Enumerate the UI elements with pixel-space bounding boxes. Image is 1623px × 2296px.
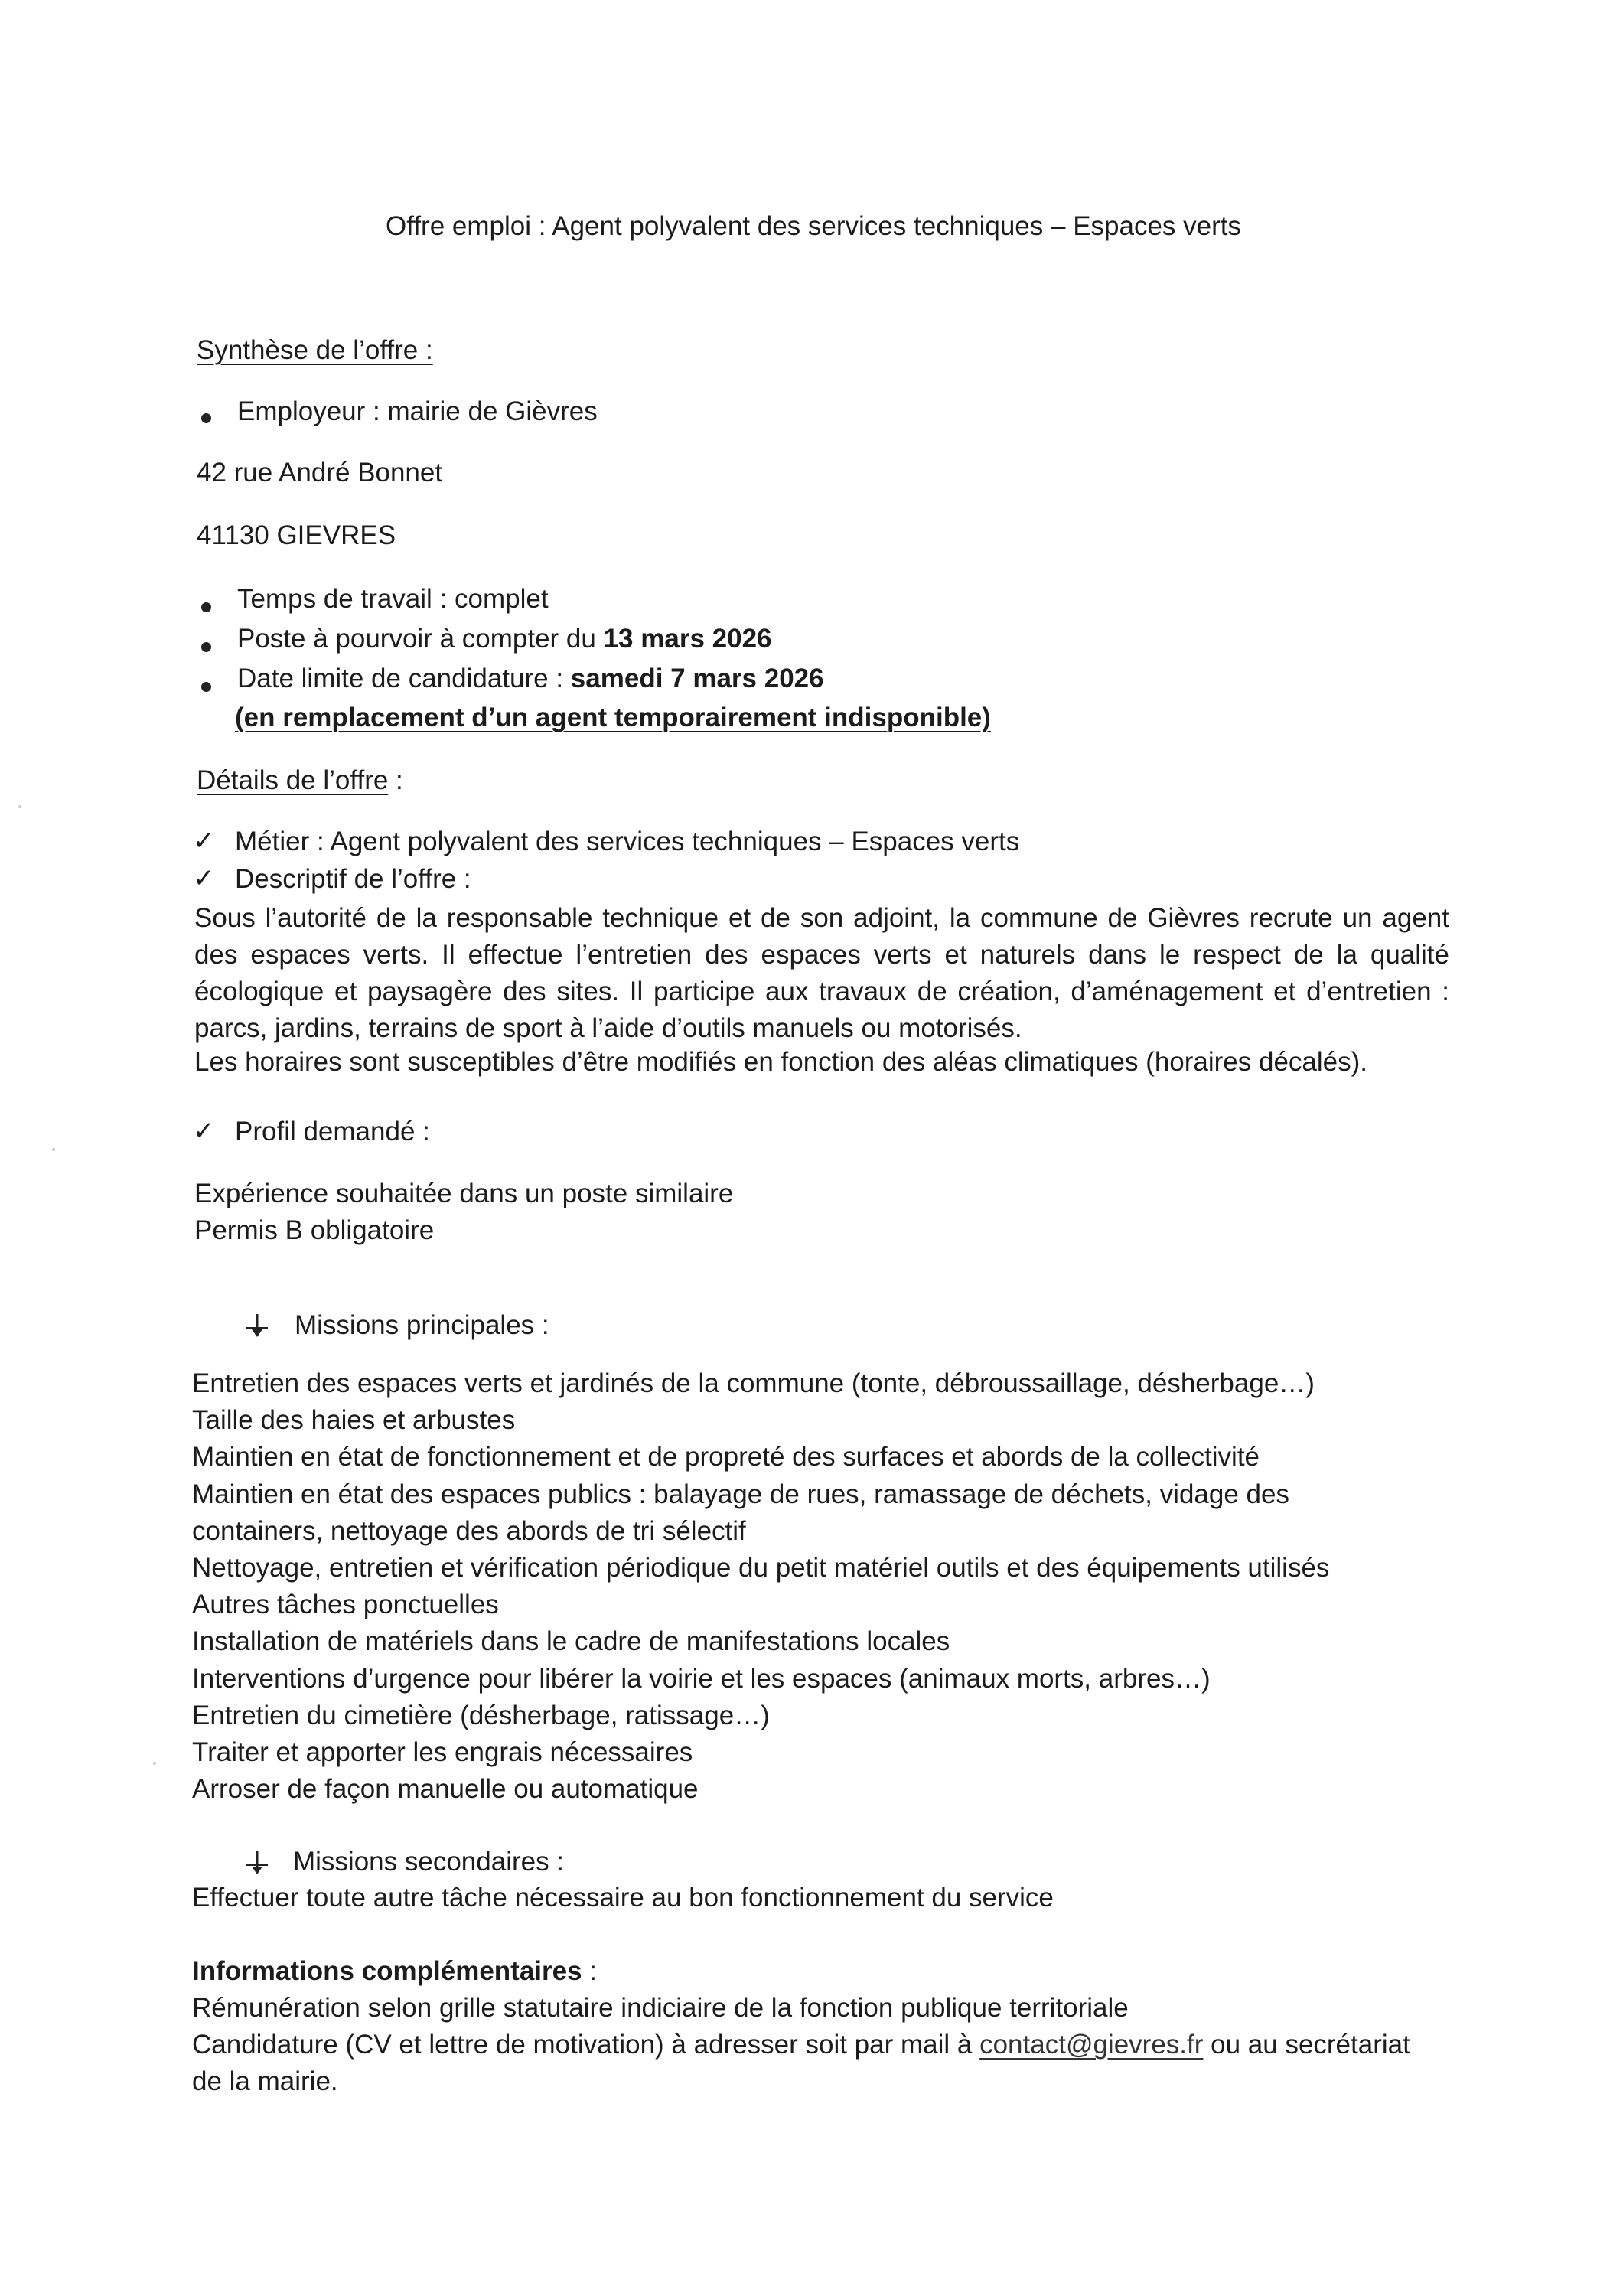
bullet-icon (201, 682, 211, 692)
page-title: Offre emploi : Agent polyvalent des services techniques – Espaces verts (386, 211, 1242, 241)
list-item: Nettoyage, entretien et vérification périodique du petit matériel outils et des équipements utilisés (192, 1552, 1330, 1583)
list-item: Entretien des espaces verts et jardinés de la commune (tonte, débroussaillage, désherbage…) (192, 1368, 1315, 1398)
deadline-prefix: Date limite de candidature : (237, 664, 571, 693)
profil-label: Profil demandé : (235, 1117, 430, 1146)
list-item: Traiter et apporter les engrais nécessaires (192, 1737, 693, 1767)
start-date: 13 mars 2026 (603, 624, 772, 654)
metier: Métier : Agent polyvalent des services techniques – Espaces verts (235, 827, 1020, 856)
list-item: Autres tâches ponctuelles (192, 1590, 499, 1620)
missions-principales-label: Missions principales : (295, 1310, 549, 1340)
bullet-icon (201, 413, 211, 423)
replacement-note: (en remplacement d’un agent temporairement indisponible) (235, 703, 991, 732)
infos-heading-line (192, 1956, 597, 1987)
missions-secondaires-label: Missions secondaires : (293, 1847, 565, 1877)
address-line-2: 41130 GIEVRES (197, 520, 396, 550)
remuneration: Rémunération selon grille statutaire indiciaire de la fonction publique territoriale (192, 1993, 1129, 2023)
bullet-icon (201, 642, 211, 652)
employer: Employeur : mairie de Gièvres (237, 396, 598, 426)
bullet-icon (201, 602, 211, 612)
list-item: Maintien en état de fonctionnement et de propreté des surfaces et abords de la collectivité (192, 1442, 1260, 1473)
descriptif-label: Descriptif de l’offre : (235, 864, 471, 894)
down-arrow-icon (243, 1850, 271, 1884)
descriptif-hours: Les horaires sont susceptibles d’être modifiés en fonction des aléas climatiques (horaires décalés). (194, 1047, 1368, 1077)
synthese-heading: Synthèse de l’offre : (197, 335, 433, 365)
list-item: Interventions d’urgence pour libérer la voirie et les espaces (animaux morts, arbres…) (192, 1663, 1211, 1694)
infos-heading: Informations complémentaires (192, 1956, 582, 1986)
details-heading-colon: : (388, 765, 403, 795)
details-heading: Détails de l’offre (197, 765, 389, 795)
scan-speck (18, 805, 21, 808)
list-item: containers, nettoyage des abords de tri sélectif (192, 1515, 746, 1546)
checkmark-icon: ✓ (193, 1116, 215, 1146)
candidature-suffix: ou au secrétariat (1203, 2030, 1410, 2060)
work-time: Temps de travail : complet (237, 584, 549, 614)
candidature-prefix: Candidature (CV et lettre de motivation) à adresser soit par mail à (192, 2030, 980, 2060)
contact-email-link[interactable]: contact@gievres.fr (979, 2030, 1204, 2060)
scan-speck (52, 1148, 55, 1151)
list-item: Maintien en état des espaces publics : balayage de rues, ramassage de déchets, vidage des (192, 1479, 1289, 1509)
details-heading-line (197, 765, 403, 796)
list-item: Arroser de façon manuelle ou automatique (192, 1774, 699, 1805)
address-line-1: 42 rue André Bonnet (197, 458, 443, 488)
start-date-line (237, 624, 772, 654)
checkmark-icon: ✓ (193, 826, 215, 856)
descriptif-text: Sous l’autorité de la responsable technique et de son adjoint, la commune de Gièvres recrute un agent des espaces verts. Il effectue l’entretien des espaces verts et naturels dans le respect de la qualité écologique et paysagère des sites. Il participe aux travaux de création, d’aménagement et d’entretien : parcs, jardins, terrains de sport à l’aide d’outils manuels ou motorisés. (194, 903, 1449, 1043)
list-item: Installation de matériels dans le cadre de manifestations locales (192, 1626, 950, 1657)
missions-principales-list (192, 1365, 1329, 1808)
start-date-prefix: Poste à pourvoir à compter du (237, 624, 604, 654)
deadline-date: samedi 7 mars 2026 (570, 664, 824, 693)
candidature-line (192, 2030, 1410, 2060)
list-item: Entretien du cimetière (désherbage, ratissage…) (192, 1700, 770, 1730)
candidature-end: de la mairie. (192, 2066, 338, 2096)
profil-item: Permis B obligatoire (194, 1215, 435, 1245)
scan-speck (153, 1762, 156, 1765)
missions-secondaires-text: Effectuer toute autre tâche nécessaire au bon fonctionnement du service (192, 1883, 1054, 1913)
checkmark-icon: ✓ (193, 863, 215, 894)
down-arrow-icon (243, 1313, 271, 1347)
profil-item: Expérience souhaitée dans un poste similaire (194, 1179, 734, 1208)
list-item: Taille des haies et arbustes (192, 1405, 516, 1436)
infos-heading-colon: : (582, 1956, 598, 1986)
deadline-line (237, 664, 824, 694)
